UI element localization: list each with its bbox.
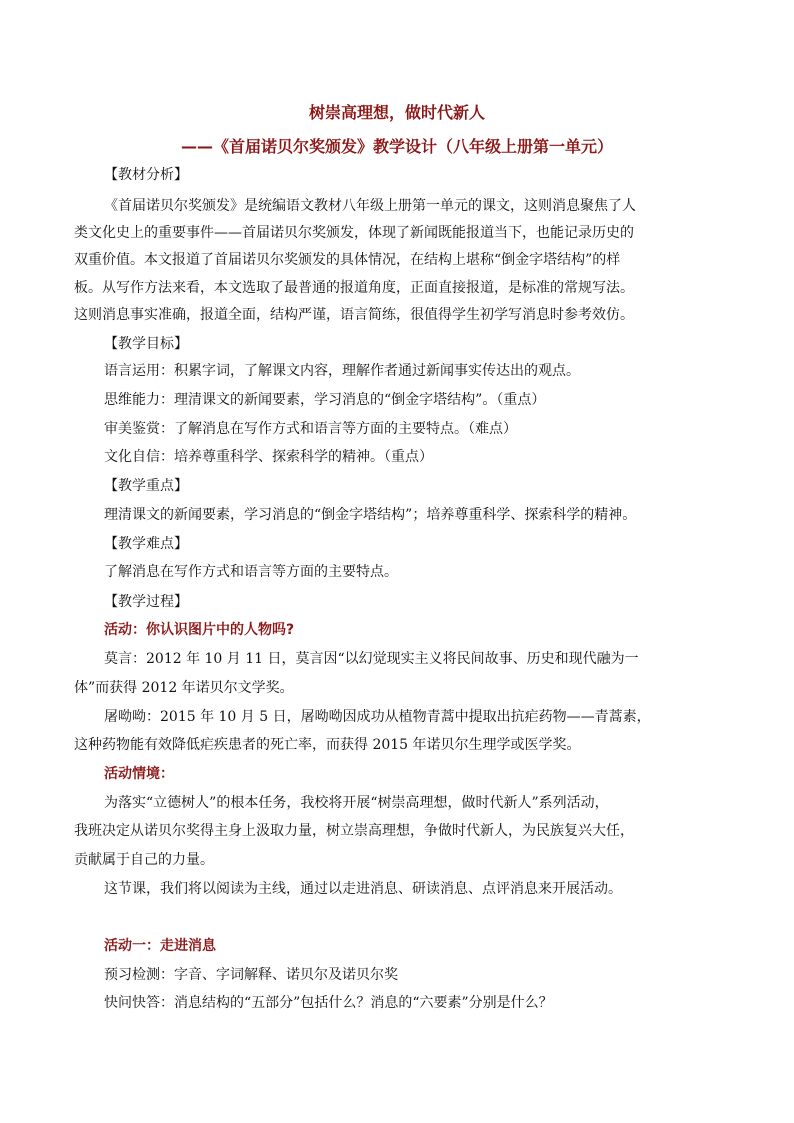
paragraph-line: 屠呦呦：2015 年 10 月 5 日，屠呦呦因成功从植物青蒿中提取出抗疟药物——青蒿素， [104, 709, 651, 725]
paragraph-line: 理清课文的新闻要素，学习消息的“倒金字塔结构”；培养尊重科学、探索科学的精神。 [104, 507, 637, 523]
paragraph-line: 我班决定从诺贝尔奖得主身上汲取力量，树立崇高理想，争做时代新人，为民族复兴大任， [74, 823, 634, 839]
paragraph-line: 这则消息事实准确，报道全面，结构严谨，语言简练，很值得学生初学写消息时参考效仿。 [74, 307, 634, 323]
paragraph-line: 体”而获得 2012 年诺贝尔文学奖。 [74, 680, 294, 696]
paragraph-line: 莫言：2012 年 10 月 11 日，莫言因“以幻觉现实主义将民间故事、历史和现代融为一 [104, 651, 639, 667]
paragraph-line: 快问快答：消息结构的“五部分”包括什么？消息的“六要素”分别是什么？ [104, 995, 553, 1011]
activity-one-heading: 活动一：走进消息 [104, 938, 216, 954]
goal-line: 思维能力：理清课文的新闻要素，学习消息的“倒金字塔结构”。（重点） [104, 392, 546, 408]
activity-context-heading: 活动情境： [104, 766, 174, 782]
section-heading-material-analysis: 【教材分析】 [104, 167, 188, 183]
paragraph-line: 这种药物能有效降低疟疾患者的死亡率，而获得 2015 年诺贝尔生理学或医学奖。 [74, 737, 581, 753]
activity-heading: 活动：你认识图片中的人物吗? [104, 622, 295, 638]
paragraph-line: 了解消息在写作方式和语言等方面的主要特点。 [104, 564, 398, 580]
section-heading-teaching-difficulty: 【教学难点】 [104, 536, 188, 552]
page-subtitle: ——《首届诺贝尔奖颁发》教学设计（八年级上册第一单元） [180, 137, 613, 156]
paragraph-line: 板。从写作方法来看，本文选取了最普通的报道角度，正面直接报道，是标准的常规写法。 [74, 280, 634, 296]
paragraph-line: 类文化史上的重要事件——首届诺贝尔奖颁发，体现了新闻既能报道当下，也能记录历史的 [74, 225, 634, 241]
section-heading-teaching-process: 【教学过程】 [104, 594, 188, 610]
page-title: 树崇高理想，做时代新人 [308, 103, 485, 122]
paragraph-line: 这节课，我们将以阅读为主线，通过以走进消息、研读消息、点评消息来开展活动。 [104, 881, 622, 897]
goal-line: 语言运用：积累字词，了解课文内容，理解作者通过新闻事实传达出的观点。 [104, 363, 580, 379]
paragraph-line: 为落实“立德树人”的根本任务，我校将开展“树崇高理想，做时代新人”系列活动， [104, 795, 609, 811]
paragraph-line: 贡献属于自己的力量。 [74, 852, 214, 868]
section-heading-teaching-focus: 【教学重点】 [104, 478, 188, 494]
paragraph-line: 预习检测：字音、字词解释、诺贝尔及诺贝尔奖 [104, 967, 398, 983]
paragraph-line: 《首届诺贝尔奖颁发》是统编语文教材八年级上册第一单元的课文，这则消息聚焦了人 [104, 198, 636, 214]
paragraph-line: 双重价值。本文报道了首届诺贝尔奖颁发的具体情况，在结构上堪称“倒金字塔结构”的样 [74, 252, 621, 268]
goal-line: 审美鉴赏：了解消息在写作方式和语言等方面的主要特点。（难点） [104, 421, 517, 437]
section-heading-teaching-goals: 【教学目标】 [104, 336, 188, 352]
goal-line: 文化自信：培养尊重科学、探索科学的精神。（重点） [104, 449, 433, 465]
